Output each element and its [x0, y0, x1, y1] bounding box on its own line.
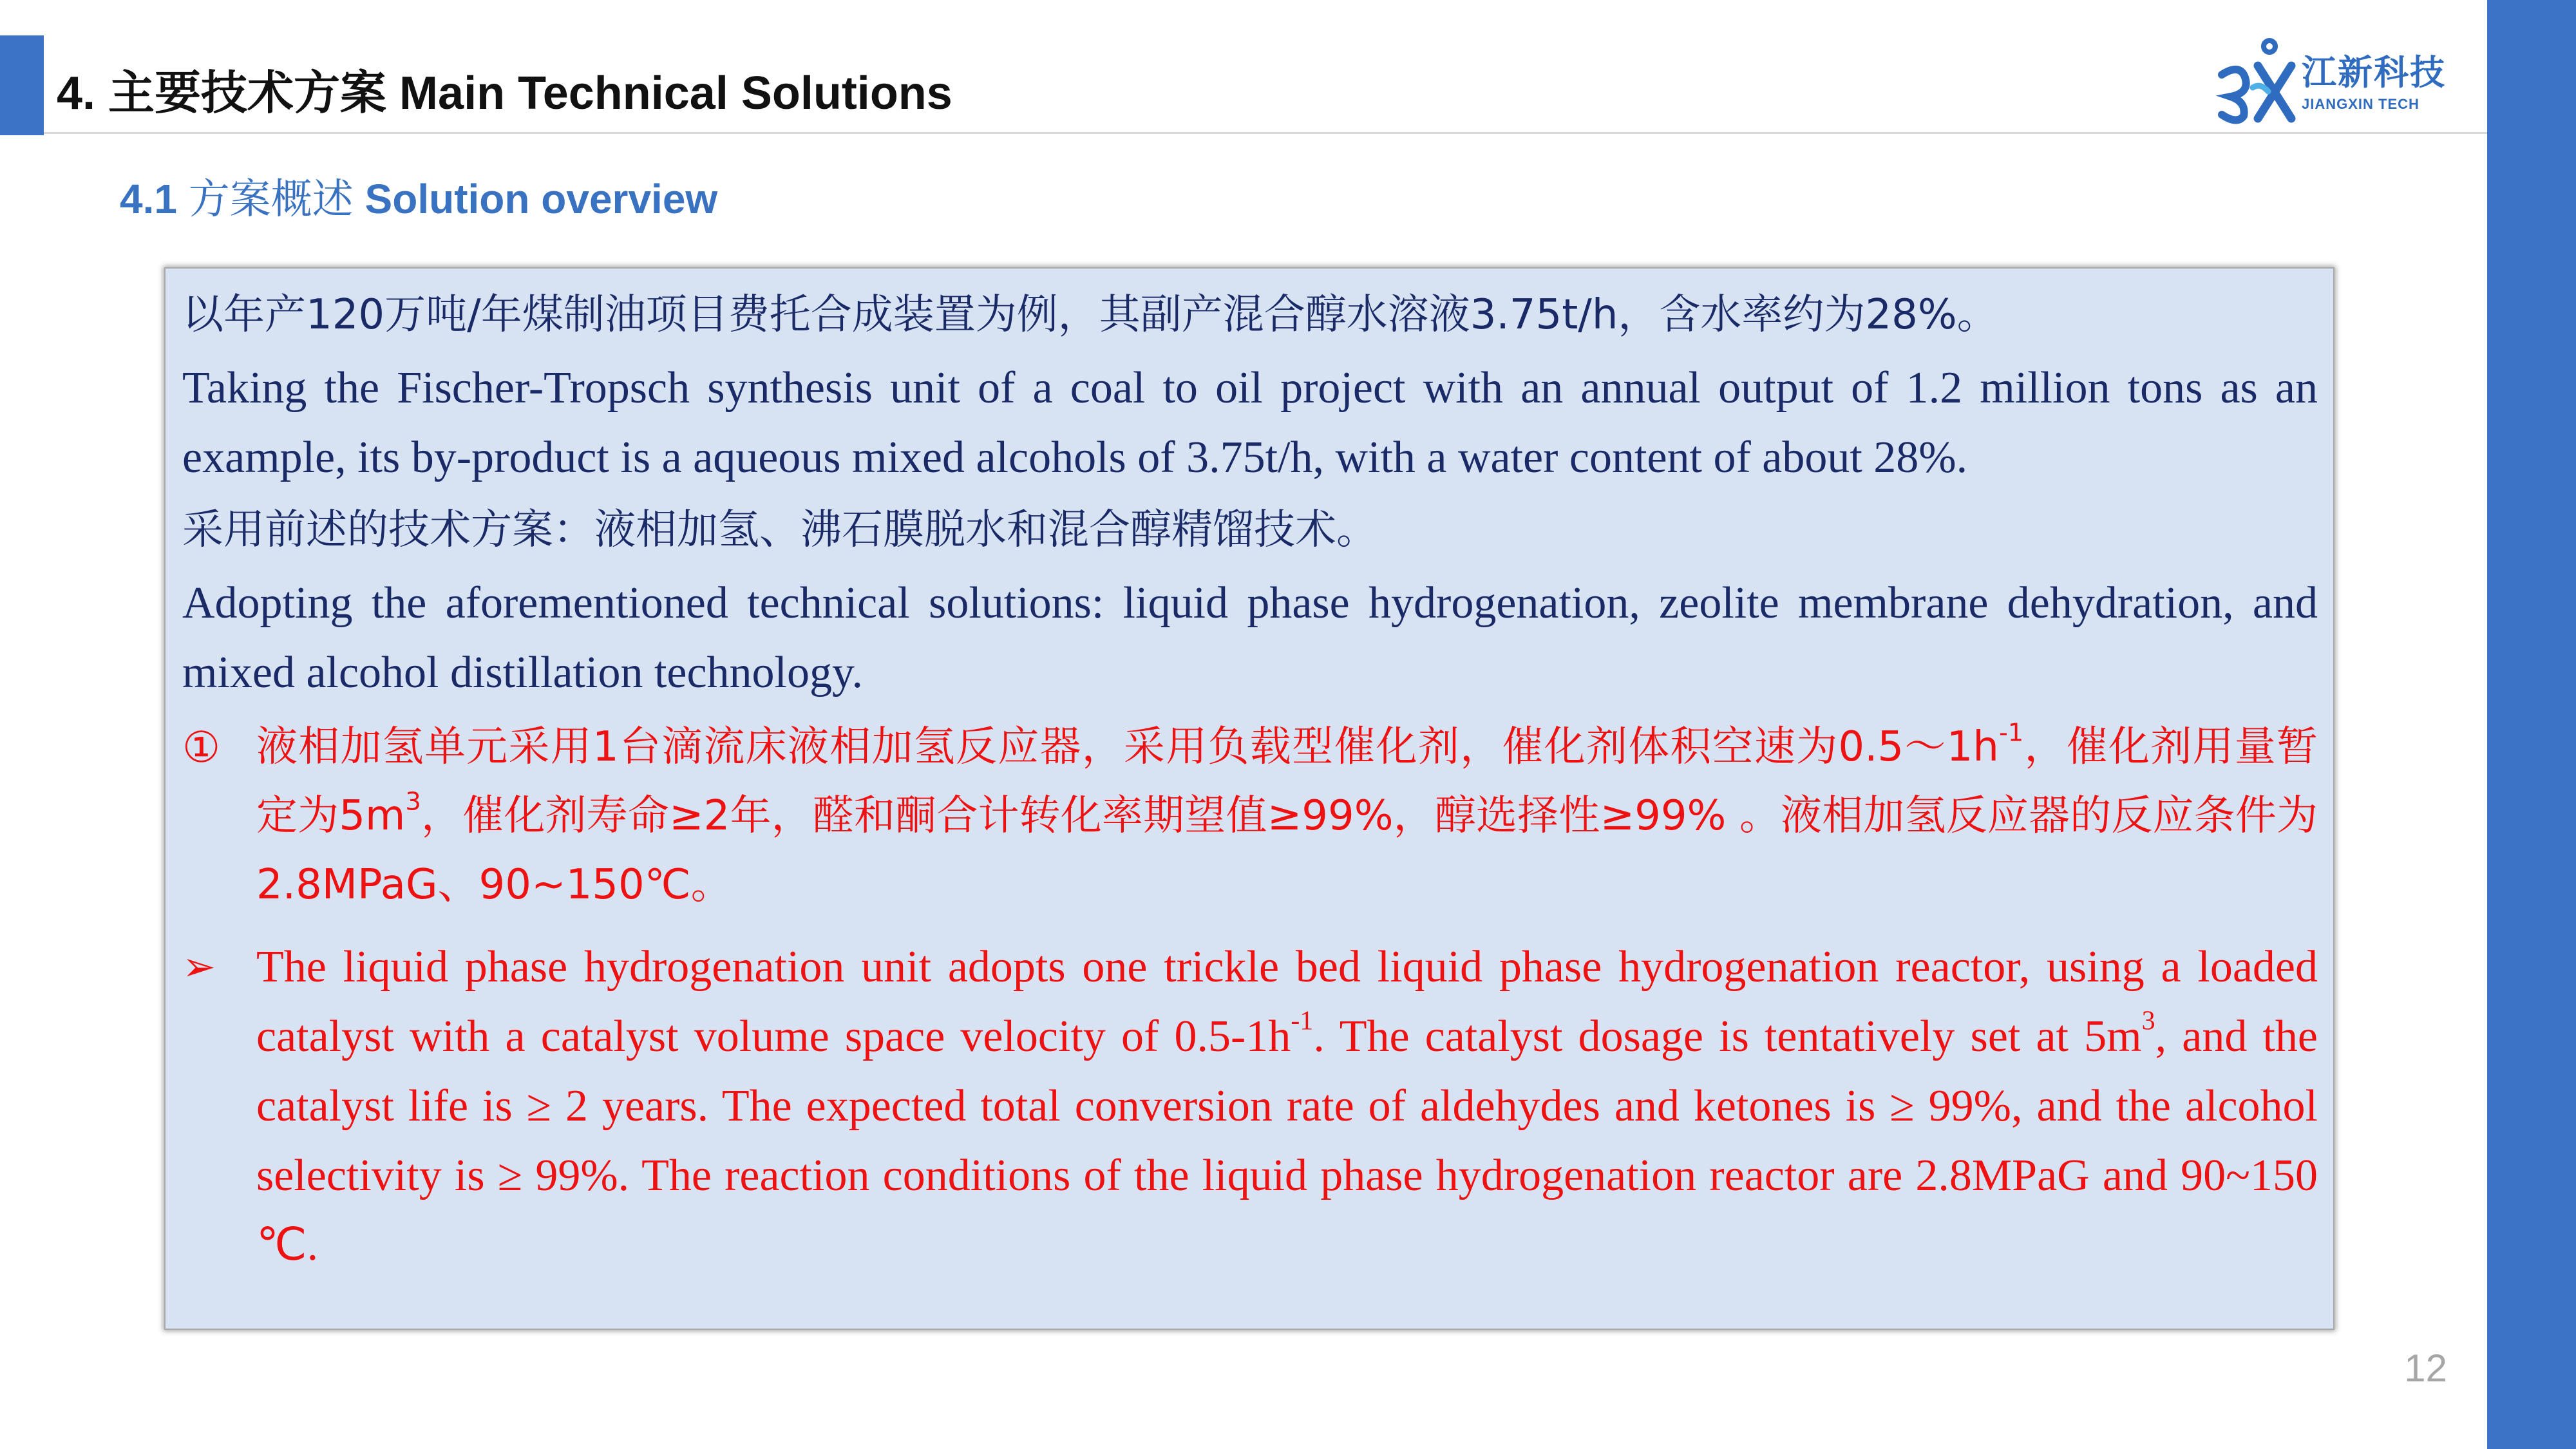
paragraph-1-cn: 以年产120万吨/年煤制油项目费托合成装置为例，其副产混合醇水溶液3.75t/h，含水率约为28%。 — [182, 291, 1998, 339]
paragraph-2-en: Adopting the aforementioned technical solutions: liquid phase hydrogenation, zeolite membrane dehydration, and mixed alcohol distillation technology. — [182, 578, 2318, 697]
logo-wordmark — [2302, 45, 2446, 113]
logo-english-name: JIANGXIN TECH — [2302, 96, 2420, 112]
item-2-text-b: . The catalyst dosage is tentatively set at 5m — [1313, 1012, 2142, 1061]
left-accent-bar — [0, 35, 44, 135]
right-side-stripe — [2487, 0, 2576, 1449]
logo-mark-icon — [2215, 37, 2299, 126]
section-number: 4.1 — [120, 176, 177, 222]
header-divider — [44, 132, 2487, 134]
logo-chinese-name: 江新科技 — [2302, 52, 2446, 93]
list-item-hydrogenation-en — [182, 933, 2318, 1280]
item-2-sup-a: -1 — [1291, 1006, 1314, 1036]
circled-number-marker: ① — [182, 723, 221, 772]
page-title: 4. 主要技术方案 Main Technical Solutions — [57, 68, 952, 119]
list-item-hydrogenation-cn — [182, 713, 2318, 920]
item-2-text-c: , and the catalyst life is ≥ 2 years. The expected total conversion rate of aldehydes and ketones is ≥ 99%, and the alcohol selectivity is ≥ 99%. The reaction conditions of the liquid phase hydrogenation reactor are 2.8MPaG and 90~150 ℃. — [256, 1012, 2318, 1270]
section-title — [120, 166, 717, 225]
company-logo — [2215, 37, 2446, 126]
paragraph-1-en: Taking the Fischer-Tropsch synthesis unit of a coal to oil project with an annual output of 1.2 million tons as an example, its by-product is a aqueous mixed alcohols of 3.75t/h, with a water content of about 28%. — [182, 363, 2318, 482]
item-1-text-a: 液相加氢单元采用1台滴流床液相加氢反应器，采用负载型催化剂，催化剂体积空速为0.5～1h — [256, 723, 1999, 771]
paragraph-2-cn: 采用前述的技术方案：液相加氢、沸石膜脱水和混合醇精馏技术。 — [182, 506, 1378, 554]
item-1-sup-b: 3 — [405, 787, 421, 817]
section-title-en: Solution overview — [365, 176, 718, 222]
content-box — [164, 267, 2334, 1330]
item-2-sup-b: 3 — [2141, 1006, 2155, 1036]
item-1-text-c: ，催化剂寿命≥2年，醛和酮合计转化率期望值≥99%，醇选择性≥99% 。液相加氢反应器的反应条件为2.8MPaG、90~150℃。 — [256, 792, 2318, 909]
item-1-sup-a: -1 — [1998, 718, 2024, 748]
section-title-cn: 方案概述 — [188, 176, 354, 222]
arrow-bullet-icon: ➢ — [182, 945, 216, 989]
page-number: 12 — [2404, 1347, 2447, 1390]
item-2-text-a: The liquid phase hydrogenation unit adopts one trickle bed liquid phase hydrogenation reactor, using a loaded catalyst with a catalyst volume space velocity of 0.5-1h — [256, 942, 2318, 1061]
item-1-text-b: ，催化剂用量暂定为5m — [256, 723, 2318, 840]
